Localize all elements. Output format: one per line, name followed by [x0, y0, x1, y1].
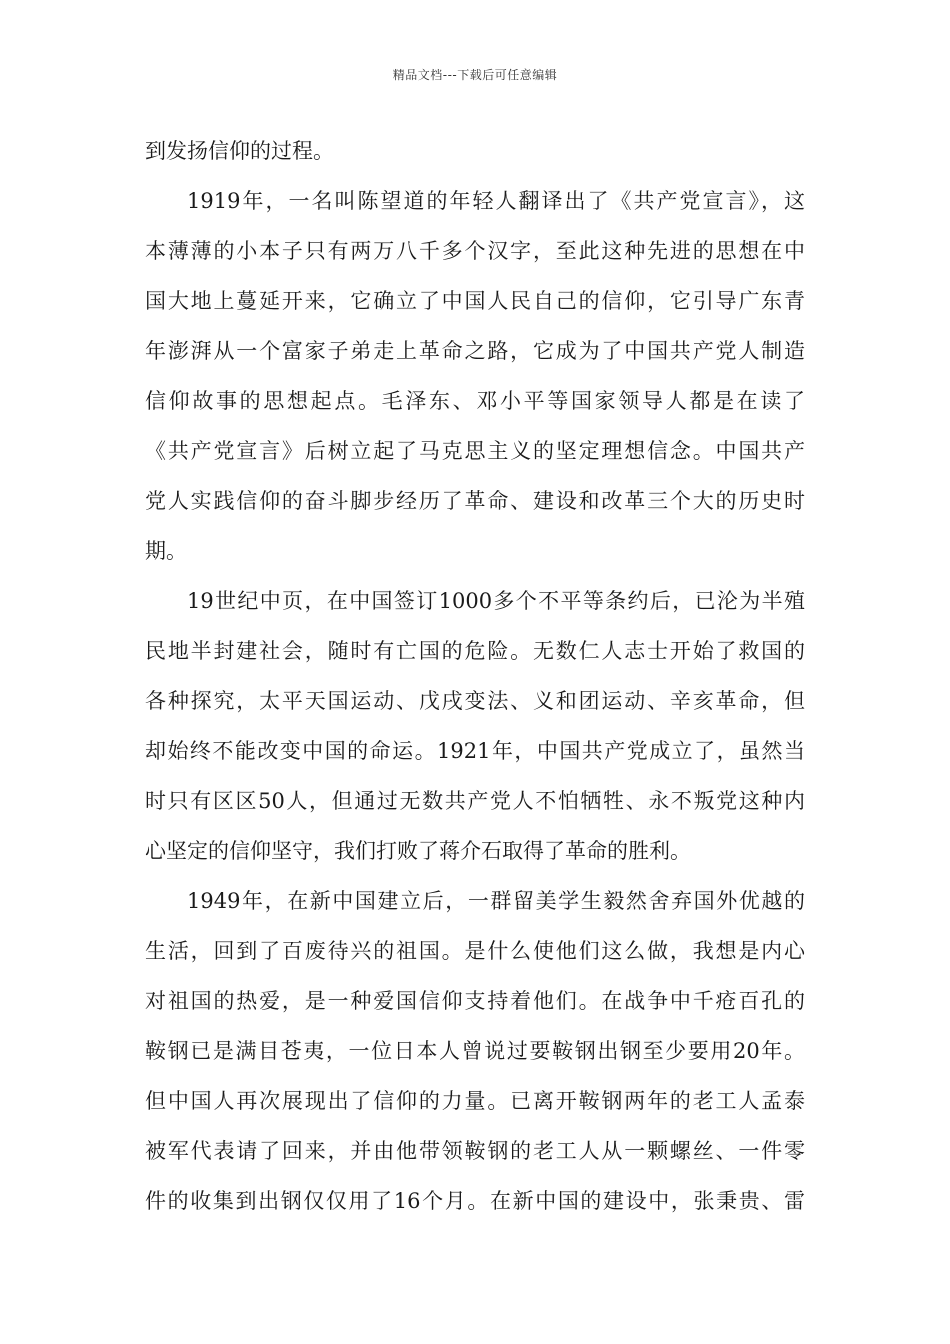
- text-line: 期。: [145, 539, 187, 563]
- text-line: 对祖国的热爱，是一种爱国信仰支持着他们。在战争中千疮百孔的: [145, 989, 805, 1013]
- text-line: 党人实践信仰的奋斗脚步经历了革命、建设和改革三个大的历史时: [145, 489, 805, 513]
- text-line: 心坚定的信仰坚守，我们打败了蒋介石取得了革命的胜利。: [145, 839, 691, 863]
- text-line: 鞍钢已是满目苍夷，一位日本人曾说过要鞍钢出钢至少要用20年。: [145, 1039, 805, 1063]
- text-line: 国大地上蔓延开来，它确立了中国人民自己的信仰，它引导广东青: [145, 289, 805, 313]
- text-line: 年澎湃从一个富家子弟走上革命之路，它成为了中国共产党人制造: [145, 339, 805, 363]
- text-line: 件的收集到出钢仅仅用了16个月。在新中国的建设中，张秉贵、雷: [145, 1189, 805, 1213]
- text-line: 被军代表请了回来，并由他带领鞍钢的老工人从一颗螺丝、一件零: [145, 1139, 805, 1163]
- text-line: 信仰故事的思想起点。毛泽东、邓小平等国家领导人都是在读了: [145, 389, 805, 413]
- text-line: 到发扬信仰的过程。: [145, 139, 334, 163]
- text-line: 《共产党宣言》后树立起了马克思主义的坚定理想信念。中国共产: [145, 439, 805, 463]
- text-line: 1949年，在新中国建立后，一群留美学生毅然舍弃国外优越的: [187, 889, 805, 913]
- text-line: 生活，回到了百废待兴的祖国。是什么使他们这么做，我想是内心: [145, 939, 805, 963]
- text-line: 却始终不能改变中国的命运。1921年，中国共产党成立了，虽然当: [145, 739, 805, 763]
- text-line: 但中国人再次展现出了信仰的力量。已离开鞍钢两年的老工人孟泰: [145, 1089, 805, 1113]
- text-line: 本薄薄的小本子只有两万八千多个汉字，至此这种先进的思想在中: [145, 239, 805, 263]
- text-line: 民地半封建社会，随时有亡国的危险。无数仁人志士开始了救国的: [145, 639, 805, 663]
- page-header: 精品文档---下载后可任意编辑: [392, 68, 558, 82]
- text-line: 19世纪中页，在中国签订1000多个不平等条约后，已沦为半殖: [187, 589, 805, 613]
- text-line: 时只有区区50人，但通过无数共产党人不怕牺牲、永不叛党这种内: [145, 789, 805, 813]
- text-line: 1919年，一名叫陈望道的年轻人翻译出了《共产党宣言》，这: [187, 189, 805, 213]
- text-line: 各种探究，太平天国运动、戊戌变法、义和团运动、辛亥革命，但: [145, 689, 805, 713]
- body-text: [145, 126, 805, 1226]
